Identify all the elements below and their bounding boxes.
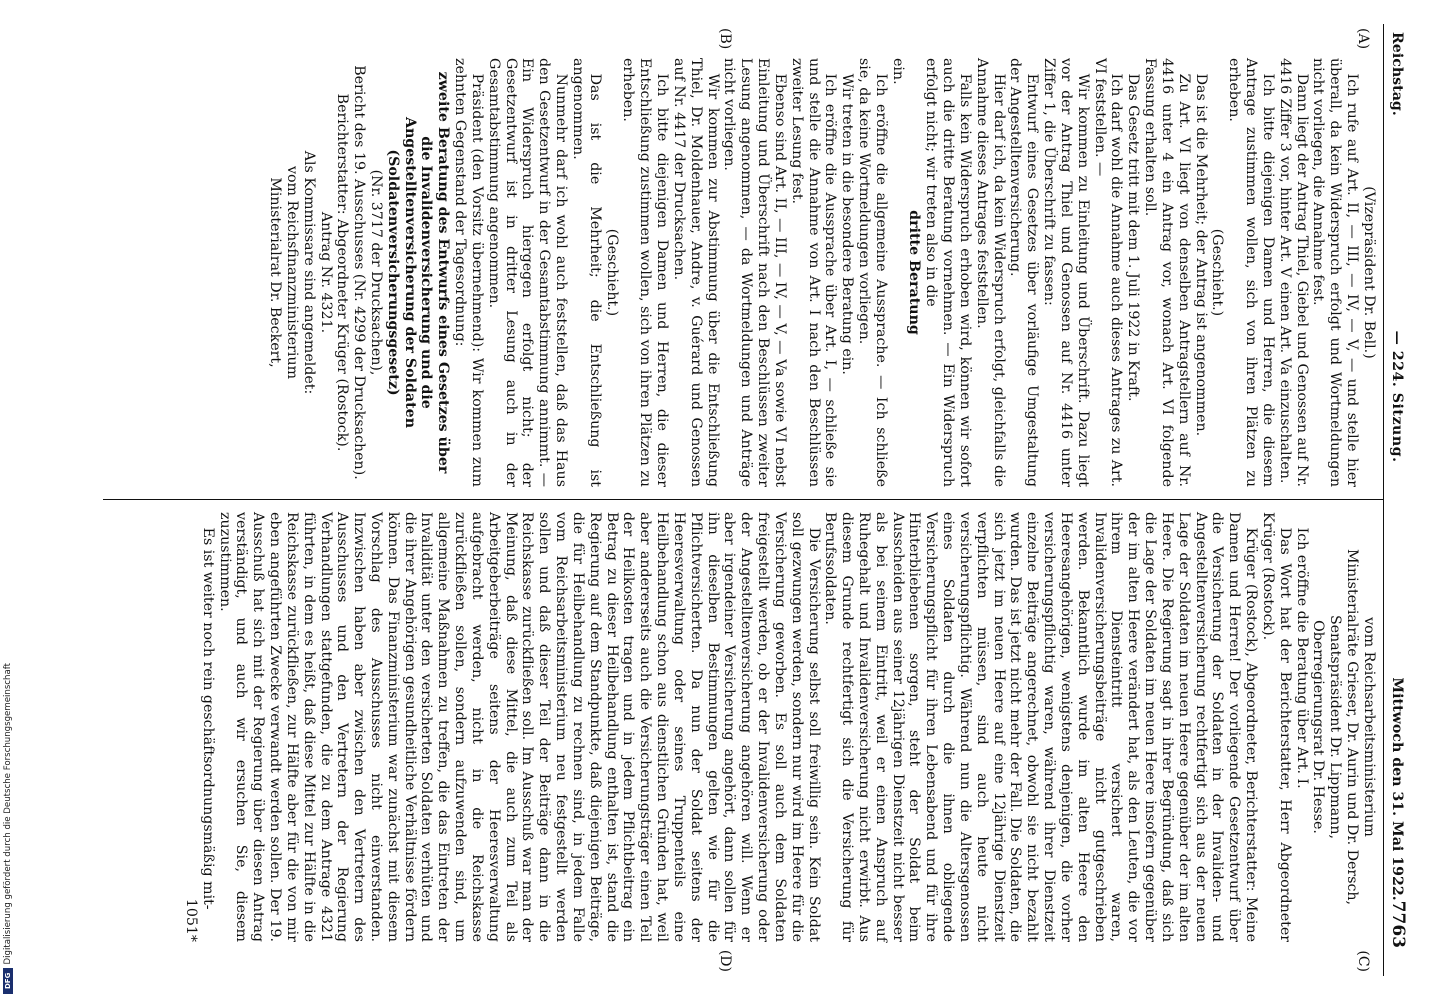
left-column-paragraph: Bericht des 19. Ausschusses (Nr. 4299 der Drucksachen). [351, 65, 368, 480]
left-column-paragraph: Berichterstatter: Abgeordneter Krüger (Rostock). [334, 93, 351, 452]
left-column-paragraph: Das ist die Mehrheit; der Antrag ist angenommen. [1192, 73, 1209, 437]
left-column-paragraph: Präsident (den Vorsitz übernehmend): Wir kommen zum zehnten Gegenstand der Tagesordnung: [452, 58, 485, 487]
left-column-paragraph: Antrag Nr. 4321. [317, 211, 334, 334]
right-column-paragraph: Krüger (Rostock), Abgeordneter, Berichterstatter: Meine Damen und Herren! Der vorliegende Gesetzentwurf über die Versicherung der Soldaten in der Invaliden- und Angestelltenversicherung rechtfertigt sich aus der neuen Lage der Soldaten im neuen Heere gegenüber der im alten Heere. Die Regierung sagt in ihrer Begründung, daß sich die Lage der Soldaten im neuen Heere insofern gegenüber der im alten Heere verändert hat, als den Leuten, die vor ihrem Diensteintritt versichert waren, Invalidenversicherungsbeiträge nicht gutgeschrieben werden. Bekanntlich wurde im alten Heere den Heeresangehörigen, wenigstens denjenigen, die vorher versicherungspflichtig waren, während ihrer Dienstzeit einzelne Beiträge angerechnet, obwohl sie nicht bezahlt wurden. Das ist jetzt nicht mehr der Fall. Die Soldaten, die sich jetzt im neuen Heere auf eine 12jährige Dienstzeit verpflichten müssen, sind auch heute nicht versicherungspflichtig. Während nun die Altersgenossen eines Soldaten durch die ihnen obliegende Versicherungspflicht für ihren Lebensabend und für ihre Hinterbliebenen sorgen, steht der Soldat beim Ausscheiden aus seiner 12jährigen Dienstzeit nicht besser als bei seinem Eintritt, weil er einen Anspruch auf Ruhegehalt und Invalidenversicherung nicht erwirbt. Aus diesem Grunde rechtfertigt sich die Versicherung für Berufssoldaten. [822, 512, 1260, 942]
margin-marker-a: (A) [1354, 28, 1371, 50]
header-left: Reichstag. [1389, 32, 1405, 116]
text-columns [103, 24, 1383, 976]
left-column-paragraph: Das ist die Mehrheit; die Entschließung ist angenommen. [569, 58, 603, 487]
margin-marker-c: (C) [1354, 950, 1371, 972]
left-column-paragraph: Wir kommen zur Abstimmung über die Entschließung Thiel, Dr. Moldenhauer, Andre, v. Guérard und Genossen auf Nr. 4417 der Drucksachen. [670, 58, 721, 487]
left-column-paragraph: Ministerialrat Dr. Beckert, [267, 177, 284, 368]
left-column-paragraph: Ich eröffne die allgemeine Aussprache. — Ich schließe sie, da keine Wortmeldungen vorliegen. [856, 58, 889, 487]
running-header [1383, 24, 1420, 976]
left-column-paragraph: Ich bitte diejenigen Damen und Herren, die dieser Entschließung zustimmen wollen, sich von ihren Plätzen zu erheben. [620, 58, 671, 487]
left-column-paragraph: Ebenso sind Art. II, — III, — IV, — V, — Va sowie VI nebst Einleitung und Überschrift nach den Beschlüssen zweiter Lesung angenommen, — da Wortmeldungen und Anträge nicht vorliegen. [721, 58, 788, 487]
left-column-paragraph: Das Gesetz tritt mit dem 1. Juli 1922 in Kraft. [1125, 73, 1142, 402]
footer-text: Digitalisierung gefördert durch die Deutsche Forschungsgemeinschaft [3, 663, 13, 965]
header-center: — 224. Sitzung. [1389, 330, 1405, 463]
right-column-paragraph: Das Wort hat der Berichterstatter, Herr Abgeordneter Krüger (Rostock). [1259, 512, 1293, 942]
left-column-paragraph: Dann liegt der Antrag Thiel, Giebel und Genossen auf Nr. 4416 Ziffer 3 vor, hinter Art. V einen Art. Va einzuschalten. [1276, 58, 1310, 487]
left-column-paragraph: Falls kein Widerspruch erhoben wird, können wir sofort auch die dritte Beratung vornehmen. — Ein Widerspruch erfolgt nicht; wir treten also in die [923, 58, 973, 487]
right-column [103, 500, 1383, 976]
left-column-paragraph: Ich eröffne die Aussprache über Art. I, — schließe sie und stelle die Annahme von Art. I nach den Beschlüssen zweiter Lesung fest. [788, 58, 839, 487]
left-column-paragraph: Zu Art. VI liegt von denselben Antragstellern auf Nr. 4416 unter 4 ein Antrag vor, wonach Art. VI folgende Fassung erhalten soll. [1142, 58, 1192, 487]
left-column-paragraph: ein. [889, 58, 906, 85]
left-column-paragraph: Entwurf eines Gesetzes über vorläufige Umgestaltung der Angestelltenversicherung. [1007, 58, 1041, 487]
left-column-paragraph: Ich darf wohl die Annahme auch dieses Antrages zu Art. VI feststellen. — [1091, 58, 1125, 487]
right-column-paragraph: Senatspräsident Dr. Lippmann, [1327, 614, 1344, 840]
dfg-logo: DFG [3, 968, 13, 994]
left-column-paragraph: (Geschieht.) [603, 228, 620, 317]
left-column-paragraph: Wir treten in die besondere Beratung ein. [839, 73, 856, 375]
right-column-paragraph: Oberregierungsrat Dr. Hesse. [1310, 620, 1327, 834]
left-column-paragraph: Ich bitte diejenigen Damen und Herren, die diesem Antrage zustimmen wollen, sich von ihren Plätzen zu erheben. [1226, 58, 1276, 487]
left-column-paragraph: (Nr. 3717 der Drucksachen), [368, 169, 384, 376]
left-column-paragraph: Wir kommen zu Einleitung und Überschrift. Dazu liegt vor der Antrag Thiel und Genossen auf Nr. 4416 unter Ziffer 1, die Überschrift zu fassen: [1041, 58, 1091, 487]
left-column-paragraph: vom Reichsfinanzministerium [283, 165, 300, 380]
page-number: 7763 [1388, 900, 1408, 948]
right-column-paragraph: Es ist weiter noch rein geschäftsordnungsmäßig mit- [199, 527, 216, 910]
margin-marker-b: (B) [716, 28, 733, 50]
left-column-paragraph: Nunmehr darf ich wohl auch feststellen, daß das Haus den Gesetzentwurf in der Gesamtabstimmung annimmt. — Ein Widerspruch hiergegen erfolgt nicht; der Gesetzentwurf ist in dritter Lesung auch in der Gesamtabstimmung angenommen. [485, 58, 570, 487]
margin-marker-d: (D) [716, 949, 733, 972]
left-column-paragraph: Ich rufe auf Art. II, — III, — IV, — V, — und stelle hier überall, da kein Widerspruch erfolgt und Wortmeldungen nicht vorliegen, die Annahme fest. [1310, 58, 1361, 487]
left-column-paragraph: zweite Beratung des Entwurfs eines Gesetzes über die Invalidenversicherung und die Angestelltenversicherung der Soldaten (Soldatenversicherungsgesetz) [384, 71, 452, 474]
signature-mark: 1051* [182, 898, 199, 942]
left-column-paragraph: (Vizepräsident Dr. Bell.) [1360, 186, 1377, 359]
left-column-paragraph: Hier darf ich, da kein Widerspruch erfolgt, gleichfalls die Annahme dieses Antrages feststellen. [973, 58, 1007, 487]
right-column-paragraph: Ich eröffne die Beratung über Art. I. [1293, 527, 1310, 789]
header-right: Mittwoch den 31. Mai 1922. [1389, 677, 1405, 901]
right-column-paragraph: Die Versicherung selbst soll freiwillig sein. Kein Soldat soll gezwungen werden, sondern nur wird im Heere für die Versicherung geworben. Es soll auch dem Soldaten freigestellt werden, ob er der Invalidenversicherung oder der Angestelltenversicherung angehören will. Wenn er aber irgendeiner Versicherung angehört, dann sollen für ihn dieselben Bestimmungen gelten wie für die Pflichtversicherten. Da nun der Soldat seitens der Heeresverwaltung oder seines Truppenteils eine Heilbehandlung schon aus dienstlichen Gründen hat, weil aber andererseits auch die Versicherungsträger einen Teil der Heilkosten tragen und in jedem Pflichtbeitrag ein Betrag zu dieser Heilbehandlung enthalten ist, stand die Regierung auf dem Standpunkte, daß diejenigen Beiträge, die für Heilbehandlung zu rechnen sind, in jedem Falle vom Reichsarbeitsministerium neu festgestellt werden sollen und daß dieser Teil der Beiträge dann in die Reichskasse zurückfließen soll. Im Ausschuß war man der Meinung, daß diese Mittel, die auch zum Teil als Arbeitgeberbeiträge seitens der Heeresverwaltung aufgebracht werden, nicht in die Reichskasse zurückfließen sollen, sondern aufzuwenden sind, um allgemeine Maßnahmen zu treffen, die das Eintreten der Invalidität unter den versicherten Soldaten verhüten und die ihrer Angehörigen gesundheitliche Verhältnisse fördern können. Das Finanzministerium war zunächst mit diesem Vorschlag des Ausschusses nicht einverstanden. Inzwischen haben aber zwischen den Vertretern des Ausschusses und den Vertretern der Regierung Verhandlungen stattgefunden, die zu dem Antrage 4321 führten, in dem es heißt, daß diese Mittel zur Hälfte in die Reichskasse zurückfließen, zur Hälfte aber für die von mir eben angeführten Zwecke verwandt werden sollen. Der 19. Ausschuß hat sich mit der Regierung über diesen Antrag verständigt, und auch wir ersuchen Sie, diesem zuzustimmen. [216, 512, 822, 942]
left-column-paragraph: dritte Beratung [906, 210, 923, 335]
left-column [103, 24, 1383, 500]
digitization-footer [3, 663, 13, 994]
left-column-paragraph: (Geschieht.) [1209, 228, 1226, 317]
right-column-paragraph: vom Reichsarbeitsministerium [1360, 617, 1377, 837]
right-column-paragraph: Ministerialräte Grieser, Dr. Aurin und Dr. Dersch, [1344, 548, 1361, 906]
left-column-paragraph: Als Kommissare sind angemeldet: [300, 150, 317, 395]
